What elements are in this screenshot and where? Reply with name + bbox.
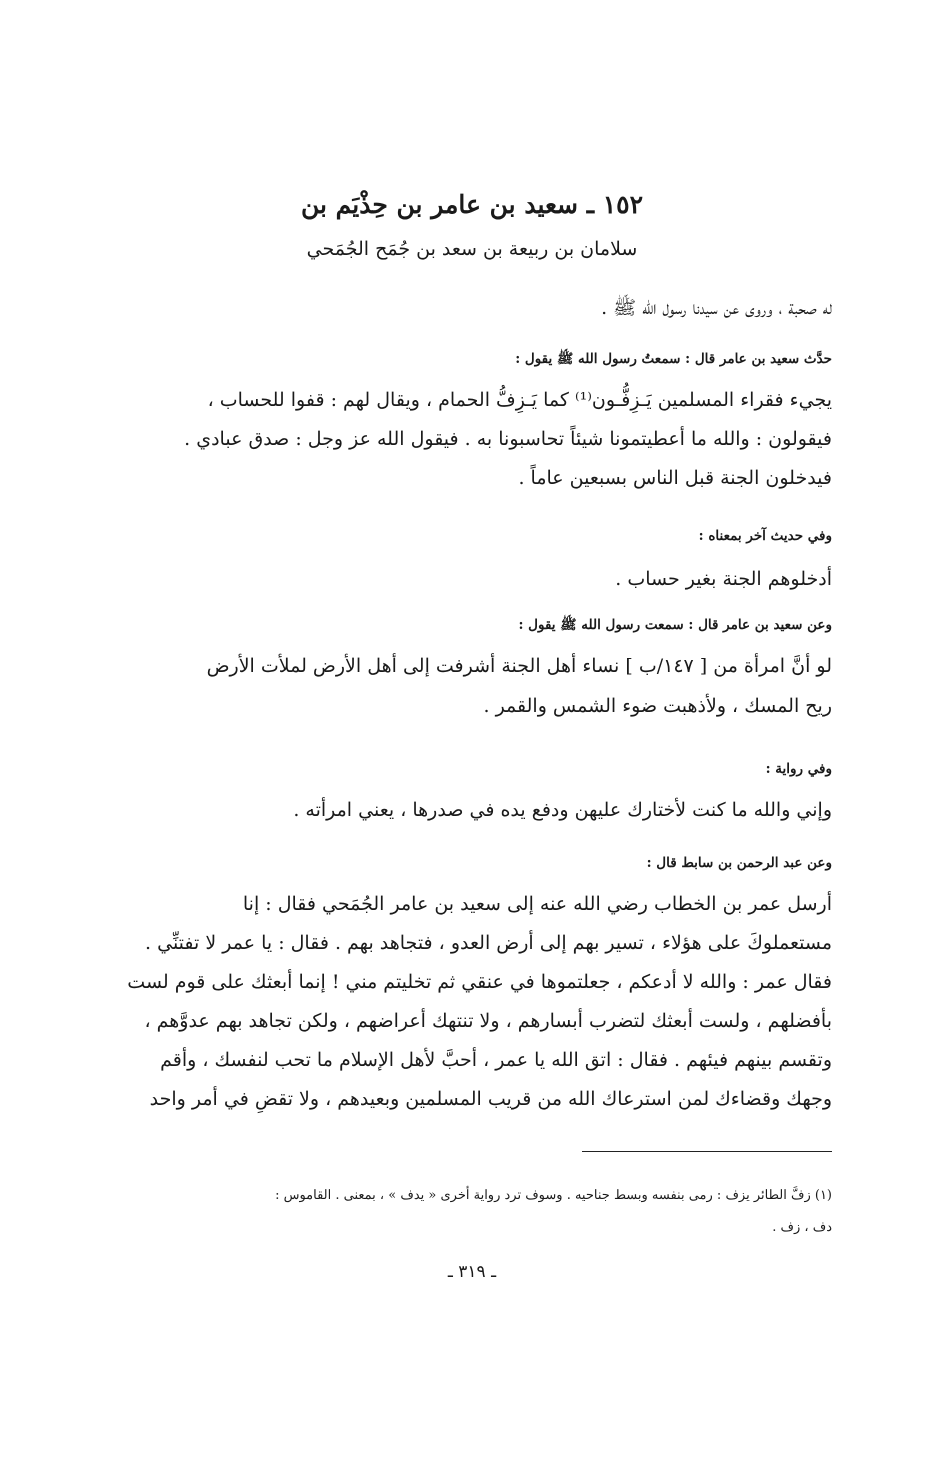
section-5-line-5: وتقسم بينهم فيئهم . فقال : اتق الله يا عمر ، أحبَّ لأهل الإسلام ما تحب لنفسك ، وأقم <box>160 1049 832 1071</box>
section-2-line-1: أدخلوهم الجنة بغير حساب . <box>615 568 832 590</box>
section-1-line-3: فيدخلون الجنة قبل الناس بسبعين عاماً . <box>518 467 832 489</box>
section-5-line-2: مستعملوكَ على هؤلاء ، تسير بهم إلى أرض العدو ، فتجاهد بهم . فقال : يا عمر لا تفتنِّي . <box>145 932 832 954</box>
intro-line: له صحبة ، وروى عن سيدنا رسول الله ﷺ . <box>601 297 832 319</box>
section-1-line-2: فيقولون : والله ما أعطيتمونا شيئاً تحاسبونا به . فيقول الله عز وجل : صدق عبادي . <box>184 428 832 450</box>
page-number: ـ ٣١٩ ـ <box>447 1262 497 1282</box>
footnote-line-2: دف ، زف . <box>772 1220 832 1235</box>
section-3-line-1: لو أنَّ امرأة من [ ١٤٧/ب ] نساء أهل الجنة أشرفت إلى أهل الأرض لملأت الأرض <box>206 655 832 677</box>
section-1-lead: حدَّث سعيد بن عامر قال : سمعتُ رسول الله ﷺ يقول : <box>515 351 832 367</box>
footnote-divider <box>582 1151 832 1152</box>
entry-subtitle: سلامان بن ربيعة بن سعد بن جُمَح الجُمَحي <box>306 238 638 260</box>
section-3-lead: وعن سعيد بن عامر قال : سمعت رسول الله ﷺ يقول : <box>518 617 832 633</box>
entry-title: ١٥٢ ـ سعيد بن عامر بن حِذْيَم بن <box>300 190 644 219</box>
section-5-lead: وعن عبد الرحمن بن سابط قال : <box>646 855 832 871</box>
section-5-line-3: فقال عمر : والله لا أدعكم ، جعلتموها في عنقي ثم تخليتم مني ! إنما أبعثك على قوم لست <box>127 971 832 993</box>
section-3-line-2: ريح المسك ، ولأذهبت ضوء الشمس والقمر . <box>483 695 832 717</box>
section-5-line-6: وجهك وقضاءك لمن استرعاك الله من قريب المسلمين وبعيدهم ، ولا تقضِ في أمر واحد <box>149 1088 832 1110</box>
section-4-lead: وفي رواية : <box>765 761 832 777</box>
footnote-line-1: (١) زفَّ الطائر يزف : رمى بنفسه وبسط جناحيه . وسوف ترد رواية أخرى « يدف » ، بمعنى . القاموس : <box>275 1188 832 1203</box>
section-1-line-1: يجيء فقراء المسلمين يَـزِفُّـون⁽¹⁾ كما يَـزِفُّ الحمام ، ويقال لهم : قفوا للحساب ، <box>207 389 832 411</box>
footnote <box>112 1180 832 1244</box>
section-2-lead: وفي حديث آخر بمعناه : <box>698 528 832 544</box>
section-5-line-4: بأفضلهم ، ولست أبعثك لتضرب أبسارهم ، ولا تنتهك أعراضهم ، ولكن تجاهد بهم عدوَّهم ، <box>144 1010 832 1032</box>
section-4-line-1: وإني والله ما كنت لأختارك عليهن ودفع يده في صدرها ، يعني امرأته . <box>293 799 832 821</box>
section-5-line-1: أرسل عمر بن الخطاب رضي الله عنه إلى سعيد بن عامر الجُمَحي فقال : إنا <box>242 893 832 915</box>
